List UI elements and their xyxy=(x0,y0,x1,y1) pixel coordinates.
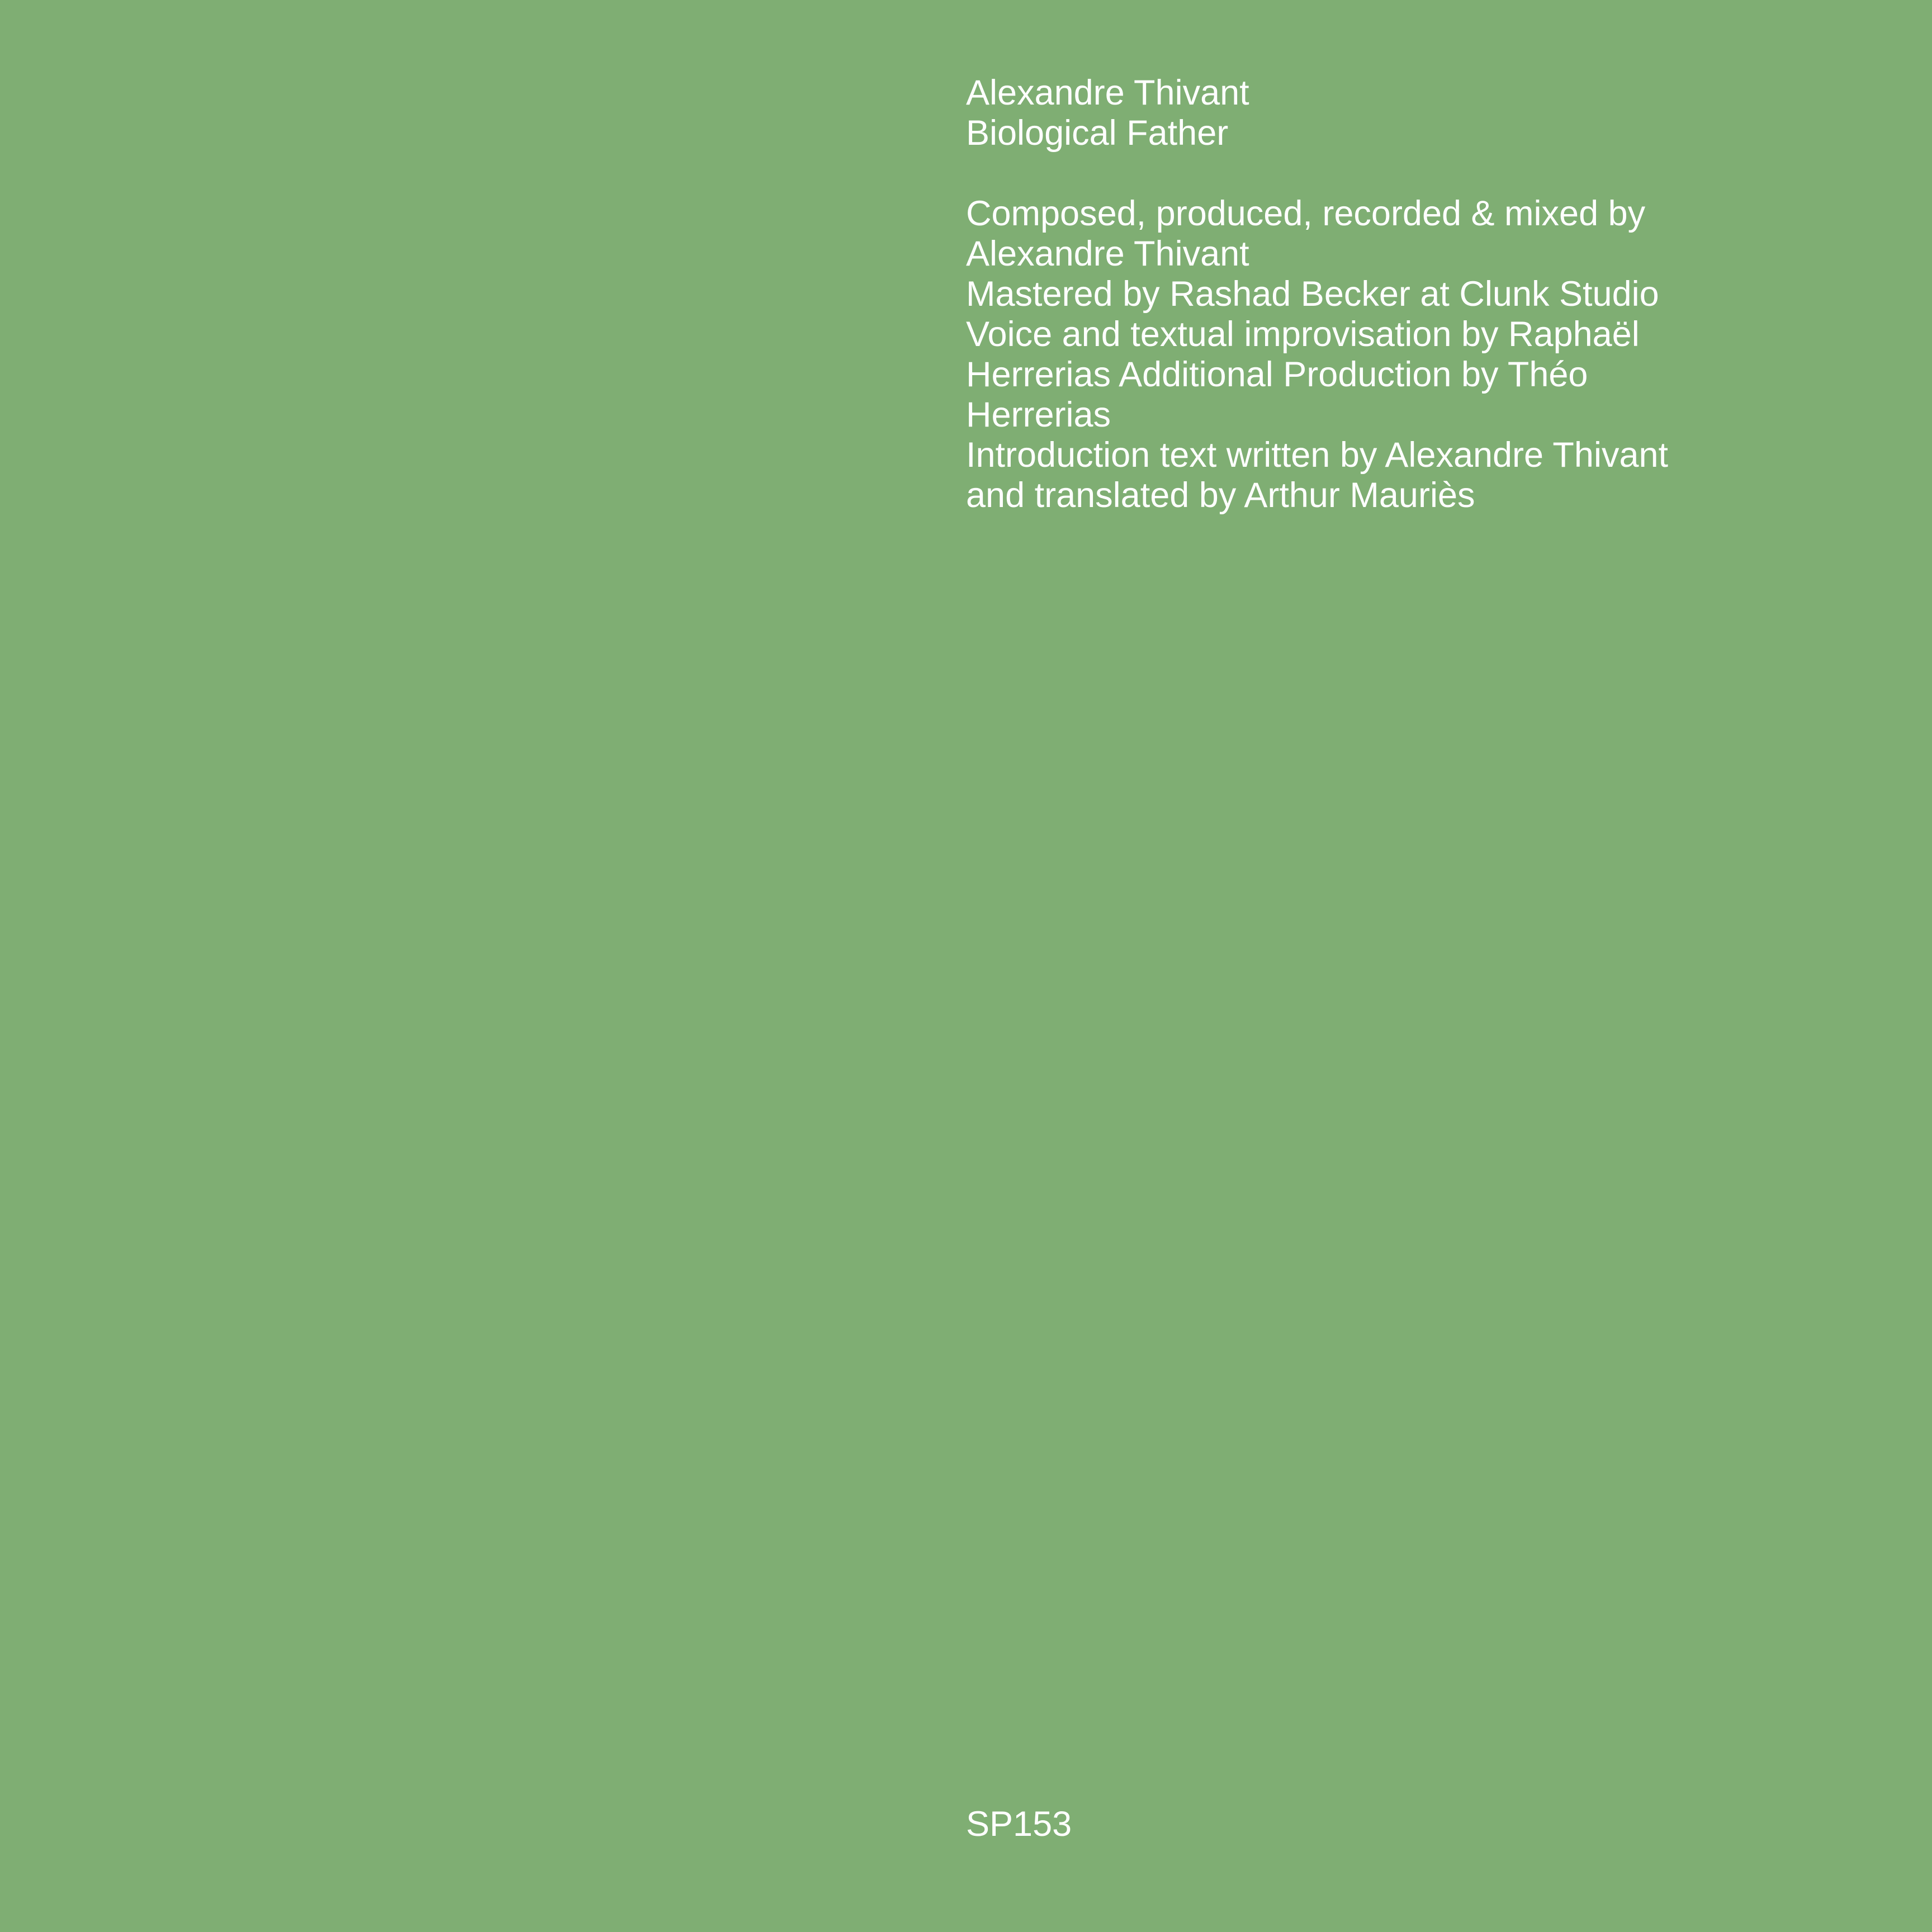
credit-line: Mastered by Rashad Becker at Clunk Studio xyxy=(966,274,1659,314)
credit-line: Alexandre Thivant xyxy=(966,234,1249,273)
credit-line: and translated by Arthur Mauriès xyxy=(966,476,1475,515)
credit-line: Introduction text written by Alexandre Thivant xyxy=(966,435,1669,475)
credit-line: Herrerias xyxy=(966,395,1111,434)
credit-line: Herrerias Additional Production by Théo xyxy=(966,355,1588,394)
credit-line: Composed, produced, recorded & mixed by xyxy=(966,194,1646,233)
credit-line: Voice and textual improvisation by Raphaël xyxy=(966,315,1640,354)
artist-name: Alexandre Thivant xyxy=(966,73,1249,112)
catalog-number: SP153 xyxy=(966,1805,1072,1844)
credits-block xyxy=(966,73,1883,515)
spacer xyxy=(966,153,1883,193)
album-title: Biological Father xyxy=(966,113,1229,153)
